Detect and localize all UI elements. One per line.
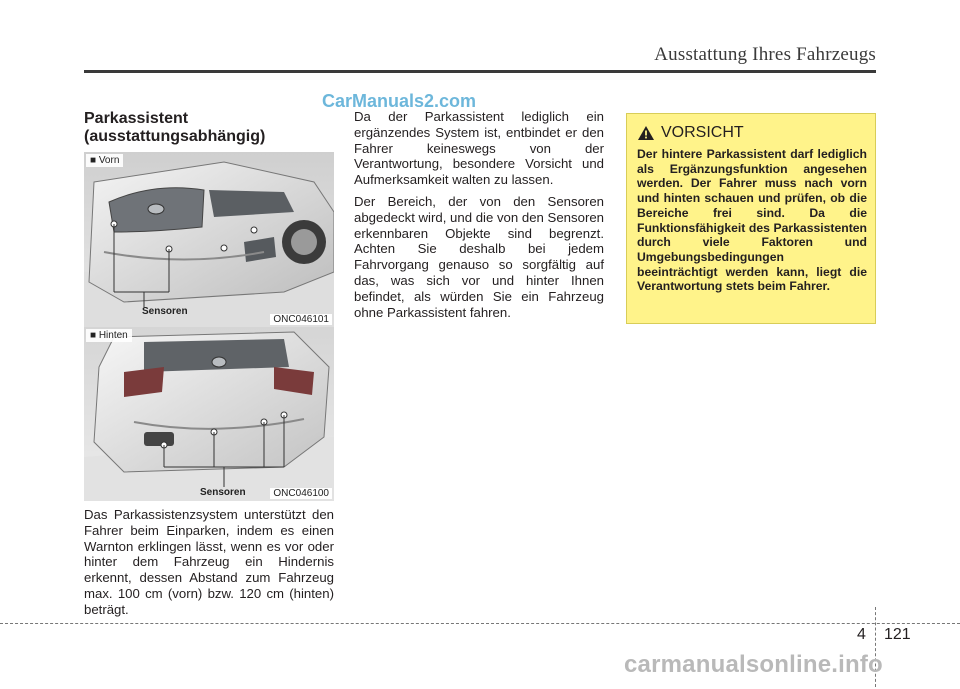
responsibility-paragraph: Da der Parkassistent lediglich ein ergänzendes System ist, entbindet er den Fahrer keineswegs von der Verantwortung, besondere Vorsicht und Aufmerksamkeit walten zu lassen.	[354, 109, 604, 188]
caution-text: Der hintere Parkassistent darf lediglich als Ergänzungsfunktion angesehen werden. Der Fahrer muss nach vorn und hinten schauen und prüfen, ob die Bereiche frei sind. Da die Funktionsfähigkeit des Parkassistenten durch viele Faktoren und Umgebungsbedingungen beeinträchtigt werden kann, liegt die Verantwortung stets beim Fahrer.	[637, 147, 867, 294]
rear-figure-code: ONC046100	[270, 488, 332, 499]
section-heading	[84, 110, 265, 146]
caution-box	[626, 113, 876, 324]
rear-car-illustration	[84, 327, 334, 501]
header-rule	[84, 70, 876, 73]
front-sensor-figure	[84, 152, 334, 327]
body-column-2	[354, 109, 604, 326]
intro-paragraph: Das Parkassistenzsystem unterstützt den Fahrer beim Einparken, indem es einen Warnton erklingen lässt, wenn es vor oder hinter dem Fahrzeug ein Hindernis erkennt, dessen Abstand zum Fahrzeug max. 100 cm (vorn) bzw. 120 cm (hinten) beträgt.	[84, 507, 334, 617]
section-heading-line1: Parkassistent	[84, 110, 189, 127]
watermark-carmanuals2[interactable]: CarManuals2.com	[322, 91, 477, 111]
page-number: 121	[884, 626, 911, 643]
front-sensor-label: Sensoren	[142, 306, 188, 317]
rear-sensor-figure	[84, 327, 334, 501]
footer-rule	[0, 623, 960, 624]
coverage-paragraph: Der Bereich, der von den Sensoren abgedeckt wird, und die von den Sensoren erkennbaren Objekte sind begrenzt. Achten Sie deshalb bei jedem Fahrvorgang genauso so sorgfältig auf das, was sich vor und hinter Ihnen befindet, als würden Sie ein Fahrzeug ohne Parkassistent fahren.	[354, 193, 605, 320]
front-figure-label: ■ Vorn	[86, 154, 123, 167]
warning-triangle-icon	[637, 125, 655, 141]
watermark-carmanualsonline[interactable]: carmanualsonline.info	[624, 651, 883, 678]
page-header-title: Ausstattung Ihres Fahrzeugs	[654, 44, 876, 65]
caution-title	[637, 124, 744, 142]
rear-sensor-label: Sensoren	[200, 487, 246, 498]
front-car-illustration	[84, 152, 334, 327]
chapter-number: 4	[857, 626, 866, 643]
rear-figure-label: ■ Hinten	[86, 329, 132, 342]
front-figure-code: ONC046101	[270, 314, 332, 325]
caution-title-text: VORSICHT	[661, 124, 744, 141]
section-heading-line2: (ausstattungsabhängig)	[84, 128, 266, 145]
